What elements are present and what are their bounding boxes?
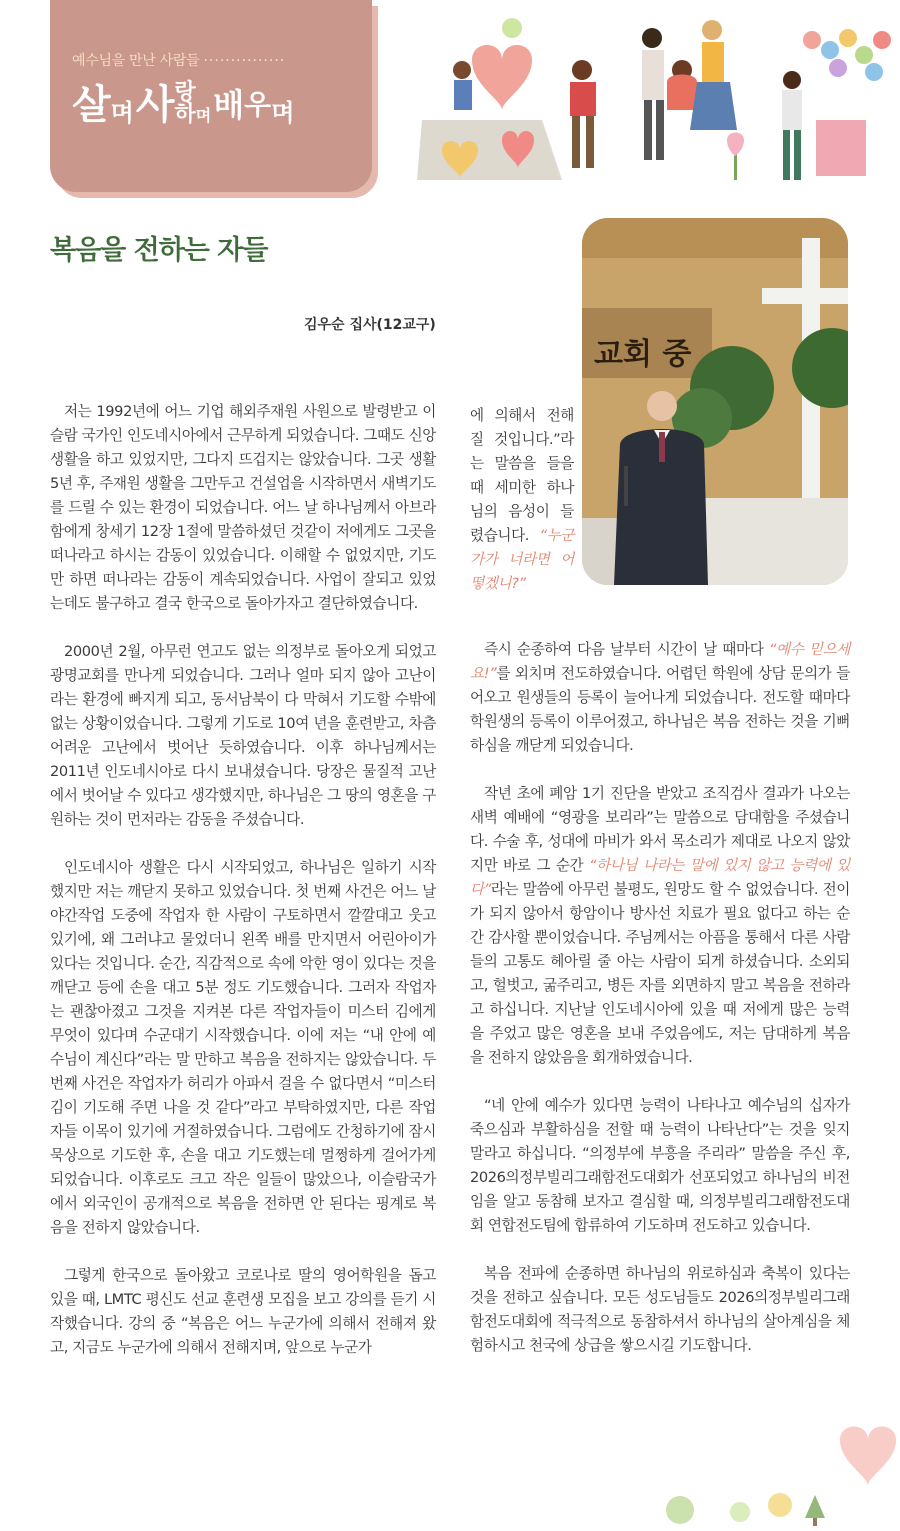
leaf-icon (666, 1493, 792, 1524)
article-author: 김우순 집사(12교구) (304, 317, 436, 333)
platform-shape (417, 120, 562, 180)
article-title: 복음을 전하는 자들 (50, 235, 268, 266)
article-paragraph: “네 안에 예수가 있다면 능력이 나타나고 예수님의 십자가 죽으심과 부활하심을 전할 때 능력이 나타난다”는 것을 잊지 말라고 하십니다. “의정부에 부흥을 주리라” 말씀을 주신 후, 2026의정부빌리그래함전도대회가 선포되었고 하나님의 비전임을 알고 동참해 보자고 결심할 때, 의정부빌리그래함전도대회 연합전도팀에 합류하여 기도하며 전도하고 있습니다. (470, 1097, 850, 1234)
article-paragraph: 인도네시아 생활은 다시 시작되었고, 하나님은 일하기 시작했지만 저는 깨닫지 못하고 있었습니다. 첫 번째 사건은 어느 날 야간작업 도중에 작업자 한 사람이 구토하면서 깔깔대고 웃고 있기에, 왜 그러냐고 물었더니 왼쪽 배를 만지면서 어린아이가 있다는 것입니다. 순간, 직감적으로 속에 악한 영이 있다는 것을 깨닫고 등에 손을 대고 5분 정도 기도했습니다. 그러자 작업자는 괜찮아졌고 그것을 지켜본 다른 작업자들이 미스터 김에게 무엇이 있다며 수군대기 시작했습니다. 이에 저는 “내 안에 예수님이 계신다”라는 말 만하고 복음을 전하지는 않았습니다. 두 번째 사건은 작업자가 허리가 아파서 걸을 수 없다면서 “미스터 김이 기도해 주면 나을 것 같다”라고 부탁하였지만, 다른 작업자들 이목이 있기에 거절하였습니다. 그럼에도 간청하기에 잠시 묵상으로 기도한 후, 손을 대고 기도했는데 멀쩡하게 걸어가게 되었습니다. 이후로도 크고 작은 일들이 많았으나, 이슬람국가에서 외국인이 공개적으로 복음을 전하면 안 된다는 핑계로 복음을 전하지 않았습니다. (50, 859, 436, 1236)
quote-highlight: “예수 믿으세요!” (470, 641, 850, 682)
article-paragraph: 2000년 2월, 아무런 연고도 없는 의정부로 돌아오게 되었고 광명교회를 만나게 되었습니다. 그러나 얼마 되지 않아 고난이라는 환경에 빠지게 되고, 동서남북이 다 막혀서 기도할 수밖에 없는 상황이었습니다. 그렇게 기도로 10여 년을 훈련받고, 차츰 어려운 고난에서 벗어난 듯하였습니다. 이후 하나님께서는 2011년 인도네시아로 다시 보내셨습니다. 당장은 물질적 고난에서 벗어날 수 있다고 생각했지만, 하나님은 그 땅의 영혼을 구원하는 것이 먼저라는 감동을 주셨습니다. (50, 643, 436, 828)
person-figure (453, 61, 472, 110)
speaker-photo (582, 218, 848, 585)
heart-icon (840, 1427, 896, 1487)
article-paragraph: 즉시 순종하여 다음 날부터 시간이 날 때마다 “예수 믿으세요!”를 외치며 전도하였습니다. 어렵던 학원에 상담 문의가 들어오고 원생들의 등록이 늘어나게 되었습니다. 전도할 때마다 학원생의 등록이 이루어졌고, 하나님은 복음 전하는 것을 기뻐하심을 깨닫게 되었습니다. (470, 641, 850, 754)
quote-highlight: “하나님 나라는 말에 있지 않고 능력에 있다” (470, 857, 850, 898)
article-right-top (470, 404, 574, 620)
tree-icon (805, 1495, 825, 1526)
quote-highlight: “누군가가 너라면 어떻겠니?” (470, 527, 574, 592)
balloon (502, 18, 522, 38)
article-paragraph: 그렇게 한국으로 돌아왔고 코로나로 딸의 영어학원을 돕고 있을 때, LMTC 평신도 선교 훈련생 모집을 보고 강의를 듣기 시작했습니다. 강의 중 “복음은 어느 누군가에 의해서 전해져 왔고, 지금도 누군가에 의해서 전해지며, 앞으로 누군가 (50, 1267, 436, 1356)
photo-sign-text: 교회 중 (594, 337, 692, 372)
bottom-decoration (640, 1400, 900, 1531)
header-illustration (412, 0, 900, 196)
article-right-column (470, 638, 850, 1382)
article-left-column (50, 400, 436, 1384)
article-paragraph: 작년 초에 폐암 1기 진단을 받았고 조직검사 결과가 나오는 새벽 예배에 “영광을 보리라”는 말씀으로 담대함을 주셨습니다. 수술 후, 성대에 마비가 와서 목소리가 제대로 나오지 않았지만 바로 그 순간 “하나님 나라는 말에 있지 않고 능력에 있다”라는 말씀에 아무런 불평도, 원망도 할 수 없었습니다. 전이가 되지 않아서 항암이나 방사선 치료가 필요 없다고 하는 순간 감사할 뿐이었습니다. 주님께서는 아픔을 통해서 다른 사람들의 고통도 헤아릴 줄 아는 사람이 되게 하셨습니다. 소외되고, 헐벗고, 굶주리고, 병든 자를 외면하지 말고 복음을 전하라고 하십니다. 지난날 인도네시아에 있을 때 저에게 많은 능력을 주었고 많은 영혼을 보내 주었음에도, 저는 담대하게 복음을 전하지 않았음을 회개하였습니다. (470, 785, 850, 1066)
gift-cart (816, 120, 866, 176)
series-label: 예수님을 만난 사람들 ··············· (72, 53, 286, 69)
article-paragraph: 에 의해서 전해질 것입니다.”라는 말씀을 들을 때 세미한 하나님의 음성이 들렸습니다. “누군가가 너라면 어떻겠니?” (470, 407, 574, 592)
series-title: 살며사 랑 하며배우며 (72, 80, 295, 128)
article-paragraph: 저는 1992년에 어느 기업 해외주재원 사원으로 발령받고 이슬람 국가인 인도네시아에서 근무하게 되었습니다. 그때도 신앙생활을 하고 있었지만, 그다지 뜨겁지는 않았습니다. 그곳 생활 5년 후, 주재원 생활을 그만두고 건설업을 시작하면서 새벽기도를 드릴 수 있는 환경이 되었습니다. 어느 날 하나님께서 아브라함에게 창세기 12장 1절에 말씀하셨던 것같이 저에게도 그곳을 떠나라고 하시는 감동이 있었습니다. 이해할 수 없었지만, 기도만 하면 떠나라는 감동이 계속되었습니다. 사업이 잘되고 있었는데도 불구하고 결국 한국으로 돌아가자고 결단하였습니다. (50, 403, 436, 612)
article-paragraph: 복음 전파에 순종하면 하나님의 위로하심과 축복이 있다는 것을 전하고 싶습니다. 모든 성도님들도 2026의정부빌리그래함전도대회에 적극적으로 동참하셔서 하나님의 살아계심을 체험하시고 천국에 상급을 쌓으시길 기도합니다. (470, 1265, 850, 1354)
